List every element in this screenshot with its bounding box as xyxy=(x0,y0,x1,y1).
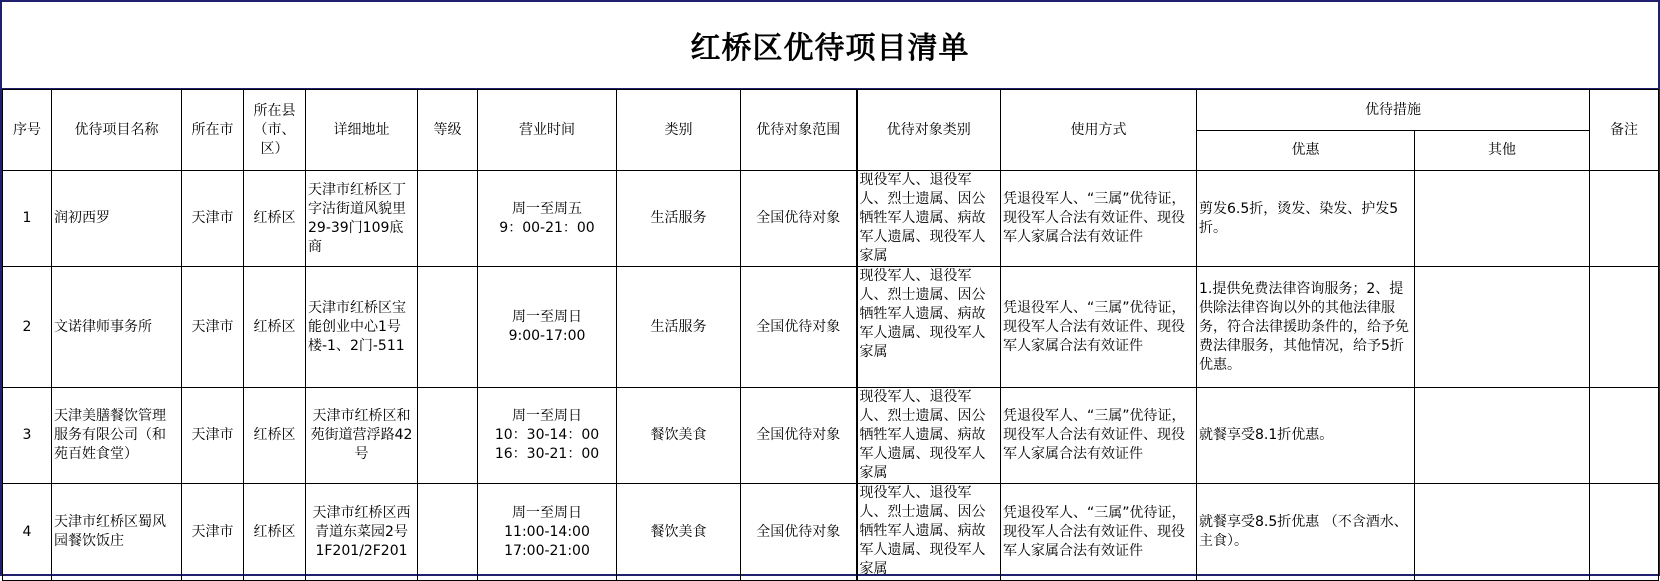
cell-usage: 凭退役军人、“三属”优待证，现役军人合法有效证件、现役军人家属合法有效证件 xyxy=(1001,484,1197,581)
hours-line: 11:00-14:00 xyxy=(504,523,590,540)
cell-category: 生活服务 xyxy=(617,171,741,267)
cell-hours xyxy=(478,388,617,484)
cell-hours xyxy=(478,267,617,388)
cell-scope: 全国优待对象 xyxy=(741,388,857,484)
header-address: 详细地址 xyxy=(306,90,418,171)
cell-remark xyxy=(1590,267,1659,388)
cell-name: 润初西罗 xyxy=(52,171,182,267)
cell-usage: 凭退役军人、“三属”优待证，现役军人合法有效证件、现役军人家属合法有效证件 xyxy=(1001,388,1197,484)
header-name: 优待项目名称 xyxy=(52,90,182,171)
cell-seq: 3 xyxy=(3,388,52,484)
header-discount: 优惠 xyxy=(1197,131,1415,171)
cell-other xyxy=(1415,484,1590,581)
cell-county: 红桥区 xyxy=(244,388,306,484)
cell-address: 天津市红桥区丁字沽街道风貌里29-39门109底商 xyxy=(306,171,418,267)
cell-scope: 全国优待对象 xyxy=(741,484,857,581)
hours-line: 周一至周日 xyxy=(512,504,582,521)
cell-other xyxy=(1415,171,1590,267)
cell-remark xyxy=(1590,388,1659,484)
header-target-type: 优待对象类别 xyxy=(857,90,1001,171)
header-county: 所在县（市、区） xyxy=(244,90,306,171)
cell-target-type: 现役军人、退役军人、烈士遗属、因公牺牲军人遗属、病故军人遗属、现役军人家属 xyxy=(857,267,1001,388)
cell-target-type: 现役军人、退役军人、烈士遗属、因公牺牲军人遗属、病故军人遗属、现役军人家属 xyxy=(857,171,1001,267)
cell-discount: 就餐享受8.1折优惠。 xyxy=(1197,388,1415,484)
cell-remark xyxy=(1590,484,1659,581)
cell-hours xyxy=(478,171,617,267)
hours-line: 16：30-21：00 xyxy=(494,446,600,462)
table-row xyxy=(3,171,1659,267)
header-city: 所在市 xyxy=(182,90,244,171)
cell-city: 天津市 xyxy=(182,484,244,581)
table-row xyxy=(3,484,1659,581)
hours-line: 9：00-21：00 xyxy=(499,219,595,236)
cell-category: 餐饮美食 xyxy=(617,388,741,484)
cell-city: 天津市 xyxy=(182,171,244,267)
cell-remark xyxy=(1590,171,1659,267)
hours-line: 周一至周日 xyxy=(512,309,582,325)
cell-category: 生活服务 xyxy=(617,267,741,388)
cell-target-type: 现役军人、退役军人、烈士遗属、因公牺牲军人遗属、病故军人遗属、现役军人家属 xyxy=(857,484,1001,581)
cell-name: 天津美膳餐饮管理服务有限公司（和苑百姓食堂） xyxy=(52,388,182,484)
cell-discount: 剪发6.5折，烫发、染发、护发5折。 xyxy=(1197,171,1415,267)
cell-address: 天津市红桥区西青道东菜园2号1F201/2F201 xyxy=(306,484,418,581)
cell-seq: 2 xyxy=(3,267,52,388)
cell-name: 文诺律师事务所 xyxy=(52,267,182,388)
hours-line: 9:00-17:00 xyxy=(508,328,586,344)
cell-other xyxy=(1415,388,1590,484)
header-scope: 优待对象范围 xyxy=(741,90,857,171)
cell-seq: 1 xyxy=(3,171,52,267)
cell-county: 红桥区 xyxy=(244,484,306,581)
cell-city: 天津市 xyxy=(182,388,244,484)
cell-hours xyxy=(478,484,617,581)
cell-scope: 全国优待对象 xyxy=(741,171,857,267)
cell-other xyxy=(1415,267,1590,388)
cell-seq: 4 xyxy=(3,484,52,581)
cell-grade xyxy=(418,388,478,484)
hours-line: 10：30-14：00 xyxy=(494,427,600,443)
cell-usage: 凭退役军人、“三属”优待证，现役军人合法有效证件、现役军人家属合法有效证件 xyxy=(1001,171,1197,267)
header-other: 其他 xyxy=(1415,131,1590,171)
table-row xyxy=(3,388,1659,484)
header-usage: 使用方式 xyxy=(1001,90,1197,171)
cell-grade xyxy=(418,484,478,581)
cell-name: 天津市红桥区蜀风园餐饮饭庄 xyxy=(52,484,182,581)
cell-discount: 1.提供免费法律咨询服务；2、提供除法律咨询以外的其他法律服务，符合法律援助条件的，给予免费法律服务，其他情况，给予5折优惠。 xyxy=(1197,267,1415,388)
cell-scope: 全国优待对象 xyxy=(741,267,857,388)
cell-address: 天津市红桥区和苑街道营浮路42号 xyxy=(306,388,418,484)
header-hours: 营业时间 xyxy=(478,90,617,171)
cell-category: 餐饮美食 xyxy=(617,484,741,581)
cell-county: 红桥区 xyxy=(244,267,306,388)
table-row xyxy=(3,267,1659,388)
header-measures: 优待措施 xyxy=(1197,90,1590,131)
preferential-items-table xyxy=(2,89,1659,581)
header-category: 类别 xyxy=(617,90,741,171)
header-remark: 备注 xyxy=(1590,90,1659,171)
cell-target-type: 现役军人、退役军人、烈士遗属、因公牺牲军人遗属、病故军人遗属、现役军人家属 xyxy=(857,388,1001,484)
cell-address: 天津市红桥区宝能创业中心1号楼-1、2门-511 xyxy=(306,267,418,388)
header-row-1 xyxy=(3,90,1659,131)
header-grade: 等级 xyxy=(418,90,478,171)
hours-line: 周一至周五 xyxy=(512,200,582,217)
hours-line: 17:00-21:00 xyxy=(504,542,590,559)
cell-usage: 凭退役军人、“三属”优待证，现役军人合法有效证件、现役军人家属合法有效证件 xyxy=(1001,267,1197,388)
cell-grade xyxy=(418,267,478,388)
sheet-title: 红桥区优待项目清单 xyxy=(2,2,1658,89)
cell-grade xyxy=(418,171,478,267)
cell-county: 红桥区 xyxy=(244,171,306,267)
cell-discount: 就餐享受8.5折优惠 （不含酒水、主食）。 xyxy=(1197,484,1415,581)
cell-city: 天津市 xyxy=(182,267,244,388)
header-seq: 序号 xyxy=(3,90,52,171)
hours-line: 周一至周日 xyxy=(512,408,582,424)
